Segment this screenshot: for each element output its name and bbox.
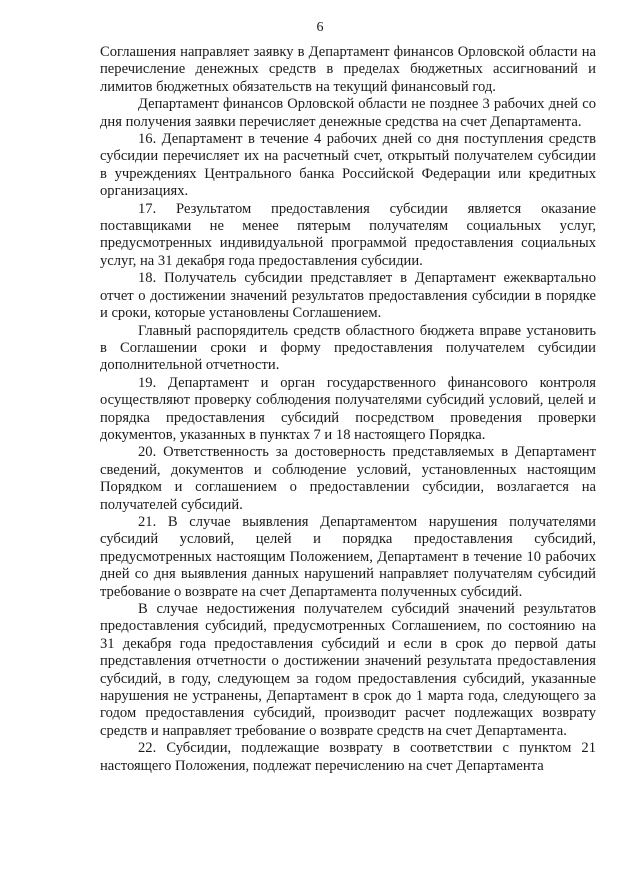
paragraph-20: 20. Ответственность за достоверность представляемых в Департамент сведений, документов и соблюдение условий, установленных настоящим Порядком и соглашением о предоставлении субсидии, возлагается на получателей субсидий. [100,444,596,513]
page-number: 6 [316,20,324,35]
paragraph-22: 22. Субсидии, подлежащие возврату в соответствии с пунктом 21 настоящего Положения, подлежат перечислению на счет Департамента [100,740,596,774]
paragraph-main-administrator: Главный распорядитель средств областного бюджета вправе установить в Соглашении сроки и форму предоставления получателем субсидии дополнительной отчетности. [100,322,596,374]
paragraph-non-achievement: В случае недостижения получателем субсидий значений результатов предоставления субсидий, предусмотренных Соглашением, по состоянию на 31 декабря года предоставления субсидий и если в срок до первой даты представления отчетности о достижении значений результата предоставления субсидий, в году, следующем за годом предоставления субсидий, указанные нарушения не устранены, Департамент в срок до 1 марта года, следующего за годом предоставления субсидий, производит расчет подлежащих возврату средств и направляет требование о возврате средств на счет Департамента. [100,601,596,739]
paragraph-19: 19. Департамент и орган государственного финансового контроля осуществляют проверку соблюдения получателями субсидий условий, целей и порядка предоставления субсидий посредством проведения проверки документов, указанных в пунктах 7 и 18 настоящего Порядка. [100,374,596,443]
document-body [100,44,596,775]
paragraph-18: 18. Получатель субсидии представляет в Департамент ежеквартально отчет о достижении значений результатов предоставления субсидии в порядке и сроки, которые установлены Соглашением. [100,270,596,322]
paragraph-21: 21. В случае выявления Департаментом нарушения получателями субсидий условий, целей и порядка предоставления субсидий, предусмотренных настоящим Положением, Департамент в течение 10 рабочих дней со дня выявления данных нарушений направляет получателям субсидий требование о возврате на счет Департамента полученных субсидий. [100,513,596,600]
paragraph-continuation: Соглашения направляет заявку в Департамент финансов Орловской области на перечисление денежных средств в пределах бюджетных ассигнований и лимитов бюджетных обязательств на текущий финансовый год. [100,44,596,95]
paragraph-16: 16. Департамент в течение 4 рабочих дней со дня поступления средств субсидии перечисляет их на расчетный счет, открытый получателем субсидии в учреждениях Центрального банка Российской Федерации или кредитных организациях. [100,131,596,200]
paragraph-finance-department: Департамент финансов Орловской области не позднее 3 рабочих дней со дня получения заявки перечисляет денежные средства на счет Департамента. [100,96,596,130]
paragraph-17: 17. Результатом предоставления субсидии является оказание поставщиками не менее пятерым получателям социальных услуг, предусмотренных индивидуальной программой предоставления социальных услуг, на 31 декабря года предоставления субсидии. [100,200,596,269]
